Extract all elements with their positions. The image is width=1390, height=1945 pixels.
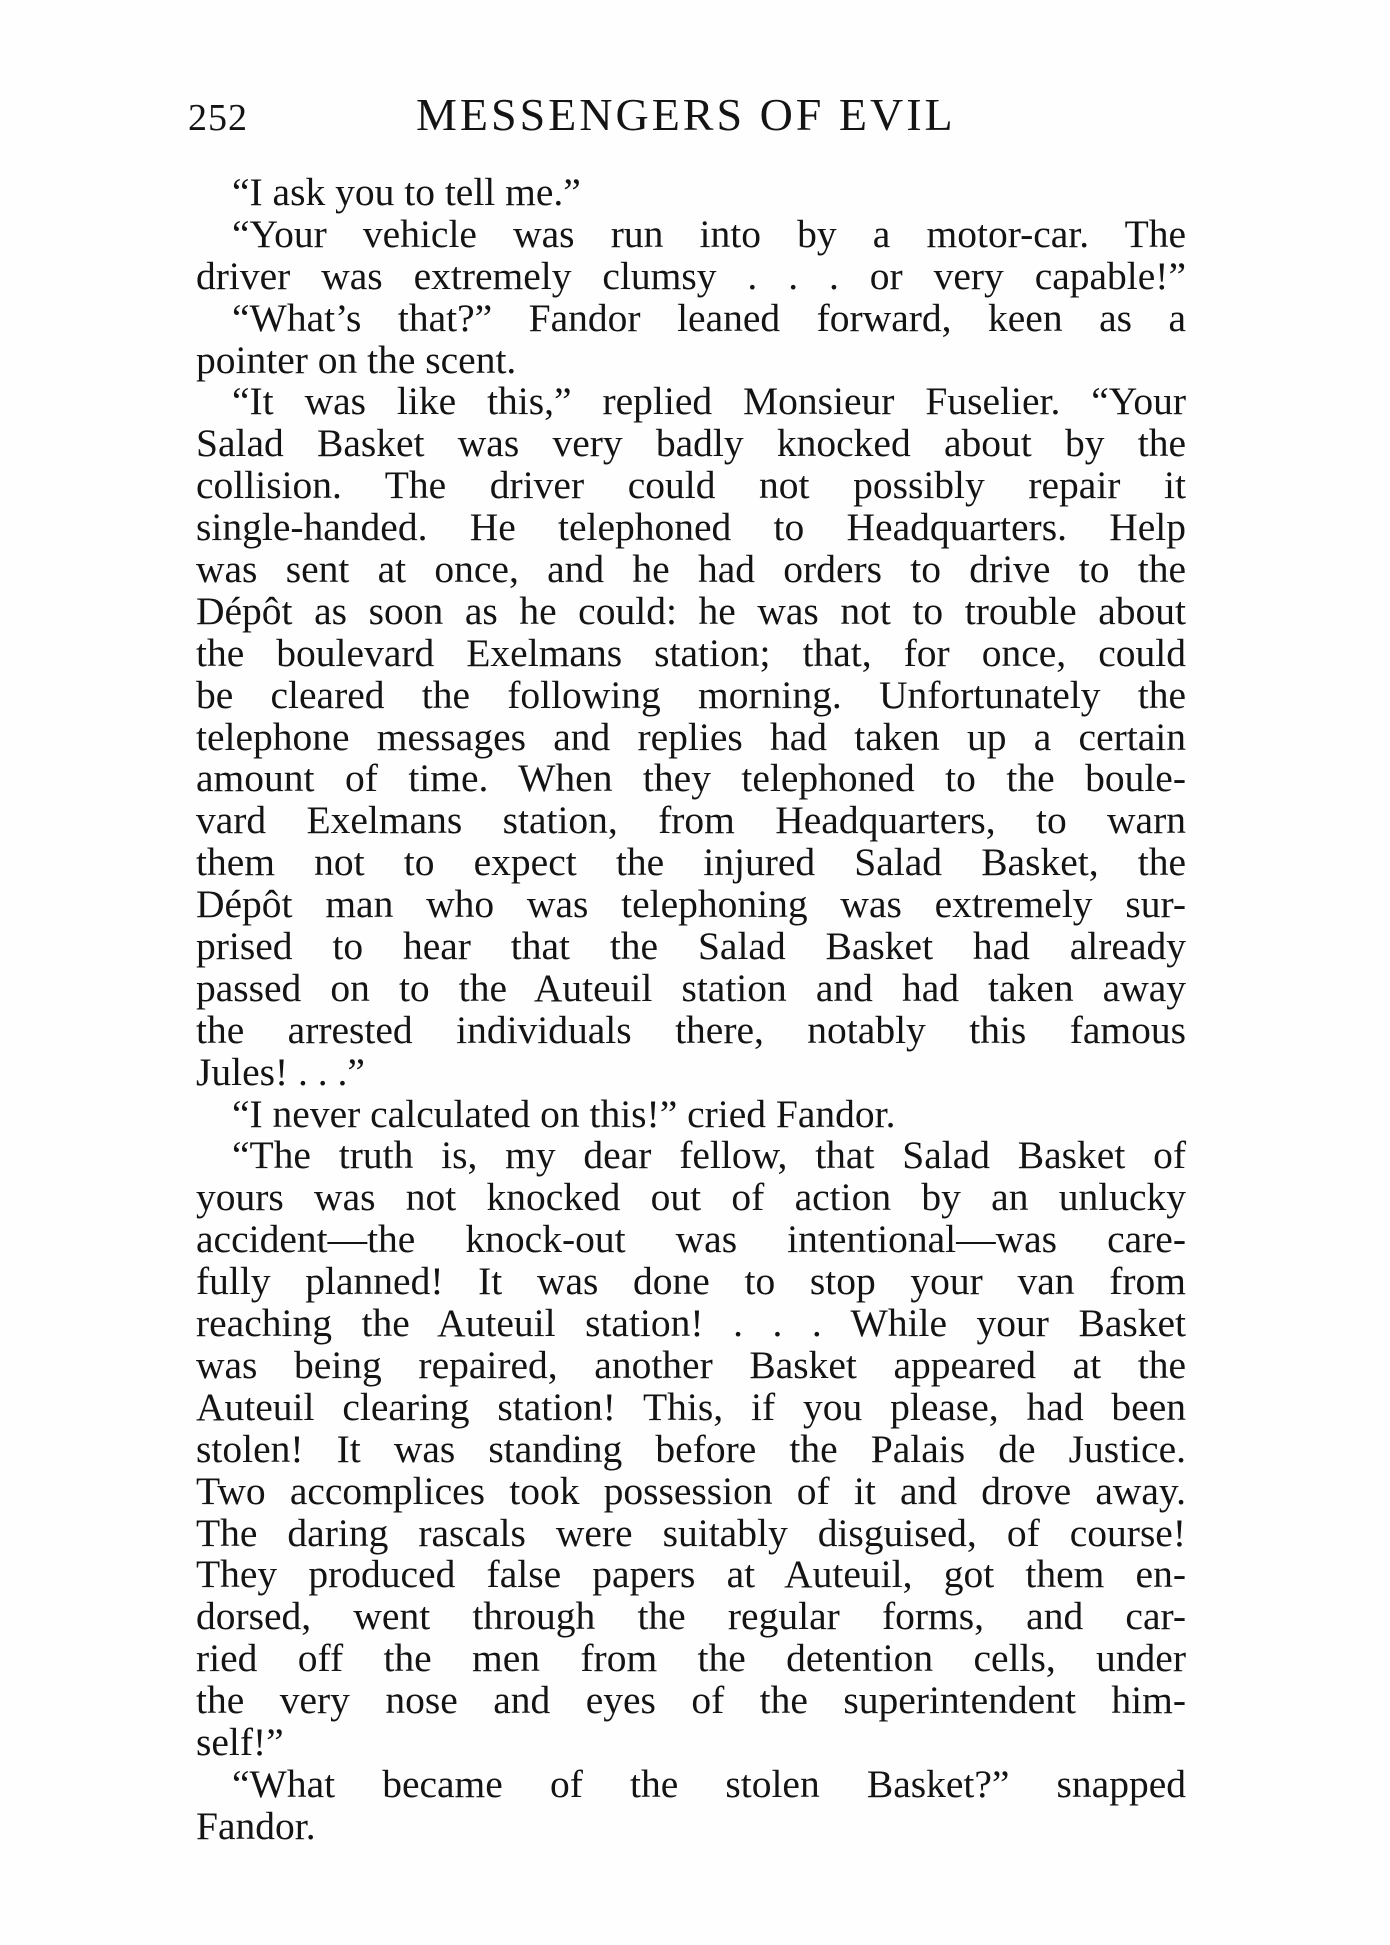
text-line: They produced false papers at Auteuil, got them en- [196, 1552, 1186, 1597]
text-line: them not to expect the injured Salad Basket, the [196, 840, 1186, 885]
text-line: “I never calculated on this!” cried Fandor. [232, 1091, 896, 1136]
text-line: pointer on the scent. [196, 337, 517, 382]
text-line: fully planned! It was done to stop your van from [196, 1259, 1186, 1304]
text-line: Jules! . . .” [196, 1049, 365, 1094]
running-title: MESSENGERS OF EVIL [416, 89, 956, 140]
text-line: “Your vehicle was run into by a motor-car. The [232, 211, 1186, 256]
body-text [196, 172, 1186, 1848]
text-line: Fandor. [196, 1803, 316, 1848]
text-line: telephone messages and replies had taken up a certain [196, 714, 1186, 759]
text-line: be cleared the following morning. Unfortunately the [196, 672, 1186, 717]
text-line: Two accomplices took possession of it and drove away. [196, 1468, 1186, 1513]
text-line: passed on to the Auteuil station and had taken away [196, 965, 1186, 1010]
text-line: the boulevard Exelmans station; that, for once, could [196, 630, 1186, 675]
text-line: the arrested individuals there, notably this famous [196, 1007, 1186, 1052]
text-line: the very nose and eyes of the superintendent him- [196, 1678, 1186, 1723]
text-line: Salad Basket was very badly knocked about by the [196, 421, 1186, 466]
text-line: stolen! It was standing before the Palais de Justice. [196, 1426, 1186, 1471]
text-line: reaching the Auteuil station! . . . While your Basket [196, 1301, 1186, 1346]
text-line: prised to hear that the Salad Basket had already [196, 924, 1186, 969]
text-line: ried off the men from the detention cells, under [196, 1636, 1186, 1681]
text-line: self!” [196, 1719, 284, 1764]
text-line: Dépôt man who was telephoning was extremely sur- [196, 882, 1186, 927]
text-line: amount of time. When they telephoned to the boule- [196, 756, 1186, 801]
text-line: was sent at once, and he had orders to drive to the [196, 547, 1186, 592]
text-line: single-handed. He telephoned to Headquarters. Help [196, 505, 1186, 550]
text-line: collision. The driver could not possibly repair it [196, 463, 1186, 508]
text-line: accident—the knock-out was intentional—was care- [196, 1217, 1186, 1262]
text-line: driver was extremely clumsy . . . or very capable!” [196, 253, 1186, 298]
text-line: “I ask you to tell me.” [232, 170, 581, 214]
text-line: was being repaired, another Basket appeared at the [196, 1342, 1186, 1387]
text-line: Auteuil clearing station! This, if you please, had been [196, 1384, 1186, 1429]
text-line: “It was like this,” replied Monsieur Fuselier. “Your [232, 379, 1186, 424]
text-line: Dépôt as soon as he could: he was not to trouble about [196, 588, 1186, 633]
text-line: “The truth is, my dear fellow, that Salad Basket of [232, 1133, 1186, 1178]
text-line: “What’s that?” Fandor leaned forward, keen as a [232, 295, 1186, 340]
text-line: vard Exelmans station, from Headquarters, to warn [196, 798, 1186, 843]
text-line: dorsed, went through the regular forms, and car- [196, 1594, 1186, 1639]
text-line: yours was not knocked out of action by an unlucky [196, 1175, 1186, 1220]
text-line: “What became of the stolen Basket?” snapped [232, 1761, 1186, 1806]
running-head [188, 88, 1188, 148]
text-line: The daring rascals were suitably disguised, of course! [196, 1510, 1186, 1555]
page-number: 252 [188, 97, 248, 139]
